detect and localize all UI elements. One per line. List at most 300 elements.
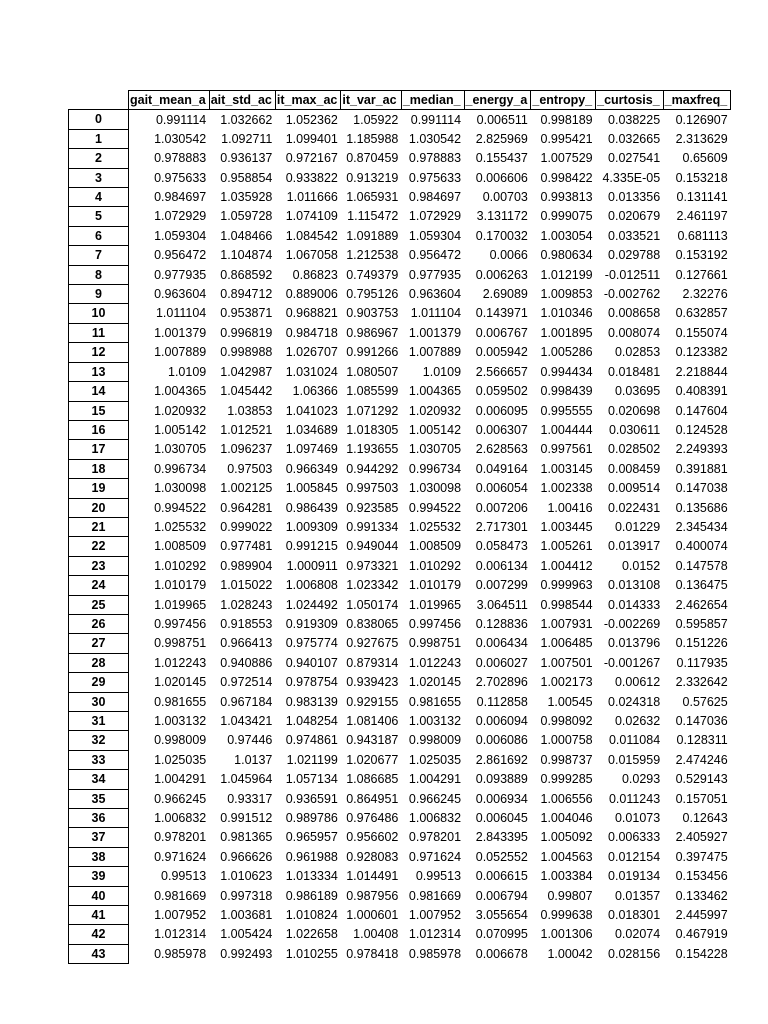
data-cell[interactable]: 0.153456 — [675, 869, 728, 884]
data-cell[interactable]: 2.32276 — [682, 287, 728, 302]
data-cell[interactable]: 0.400074 — [675, 539, 728, 554]
data-cell[interactable]: 0.012154 — [608, 849, 661, 864]
data-cell[interactable]: 0.032665 — [608, 131, 661, 146]
data-cell[interactable]: 1.005142 — [408, 422, 462, 437]
data-cell[interactable]: 2.462654 — [675, 597, 728, 612]
data-cell[interactable]: 1.052362 — [285, 112, 338, 127]
row-index-cell[interactable]: 27 — [69, 634, 129, 653]
data-cell[interactable]: 0.028502 — [608, 442, 661, 457]
data-cell[interactable]: 1.007501 — [540, 655, 593, 670]
data-cell[interactable]: 0.870459 — [346, 151, 399, 166]
data-cell[interactable]: 0.151226 — [675, 636, 728, 651]
data-cell[interactable]: 0.058473 — [475, 539, 528, 554]
data-cell[interactable]: 1.035928 — [220, 190, 273, 205]
data-cell[interactable]: 1.005142 — [154, 422, 207, 437]
data-cell[interactable]: 1.021199 — [286, 752, 338, 767]
data-cell[interactable]: 1.020932 — [154, 403, 207, 418]
row-index-cell[interactable]: 6 — [69, 226, 129, 245]
data-cell[interactable]: 4.335E-05 — [602, 170, 661, 185]
data-cell[interactable]: 0.991215 — [285, 539, 338, 554]
data-cell[interactable]: 0.998422 — [540, 170, 593, 185]
data-cell[interactable]: 1.007931 — [540, 616, 593, 631]
data-cell[interactable]: 0.936137 — [220, 151, 273, 166]
data-cell[interactable]: 1.193655 — [346, 442, 399, 457]
row-index-cell[interactable]: 29 — [69, 673, 129, 692]
data-cell[interactable]: 1.002173 — [540, 675, 593, 690]
data-cell[interactable]: 0.996734 — [408, 461, 462, 476]
data-cell[interactable]: 0.923585 — [346, 500, 399, 515]
data-cell[interactable]: 0.147038 — [675, 481, 728, 496]
data-cell[interactable]: 0.029788 — [608, 248, 661, 263]
data-cell[interactable]: 0.006027 — [475, 655, 528, 670]
data-cell[interactable]: 1.004444 — [540, 422, 593, 437]
data-cell[interactable]: 0.994522 — [408, 500, 462, 515]
data-cell[interactable]: 0.030611 — [608, 422, 661, 437]
data-cell[interactable]: 1.032662 — [220, 112, 273, 127]
data-cell[interactable]: 0.128311 — [676, 733, 728, 748]
data-cell[interactable]: 1.030542 — [408, 131, 462, 146]
data-cell[interactable]: 1.006556 — [540, 791, 593, 806]
data-cell[interactable]: 1.031024 — [285, 364, 338, 379]
data-cell[interactable]: 0.985978 — [408, 946, 462, 961]
data-cell[interactable]: 0.997561 — [540, 442, 593, 457]
data-cell[interactable]: 0.983139 — [285, 694, 338, 709]
data-cell[interactable]: 0.991266 — [346, 345, 399, 360]
data-cell[interactable]: 0.993813 — [540, 190, 593, 205]
data-cell[interactable]: 0.994522 — [154, 500, 207, 515]
data-cell[interactable]: 0.157051 — [675, 791, 728, 806]
data-cell[interactable]: 1.115472 — [347, 209, 399, 224]
data-cell[interactable]: 1.014491 — [346, 869, 399, 884]
data-cell[interactable]: 0.999022 — [220, 519, 273, 534]
data-cell[interactable]: 0.975633 — [154, 170, 207, 185]
row-index-cell[interactable]: 12 — [69, 343, 129, 362]
data-cell[interactable]: 1.05922 — [353, 112, 399, 127]
data-cell[interactable]: 0.147036 — [675, 714, 728, 728]
data-cell[interactable]: 0.022431 — [608, 500, 661, 515]
data-cell[interactable]: 1.048466 — [220, 228, 273, 243]
data-cell[interactable]: 1.003145 — [540, 461, 593, 476]
data-cell[interactable]: 1.03853 — [227, 403, 273, 418]
data-cell[interactable]: 1.019965 — [154, 597, 207, 612]
data-cell[interactable]: 1.010179 — [408, 578, 462, 593]
data-cell[interactable]: 0.028156 — [608, 946, 661, 961]
data-cell[interactable]: 1.00545 — [547, 694, 593, 709]
data-cell[interactable]: 0.008658 — [608, 306, 661, 321]
data-cell[interactable]: 0.038225 — [608, 112, 661, 127]
data-cell[interactable]: 0.007299 — [475, 578, 528, 593]
data-cell[interactable]: 0.999285 — [540, 772, 593, 787]
data-cell[interactable]: 0.995555 — [540, 403, 593, 418]
data-cell[interactable]: 1.004291 — [154, 772, 207, 787]
row-index-cell[interactable]: 18 — [69, 459, 129, 478]
data-cell[interactable]: 0.981365 — [220, 830, 273, 845]
data-cell[interactable]: 0.977935 — [408, 267, 462, 282]
data-cell[interactable]: 0.006794 — [475, 888, 528, 903]
data-cell[interactable]: 1.092711 — [221, 131, 273, 146]
data-cell[interactable]: 0.889006 — [285, 287, 338, 302]
data-cell[interactable]: 0.965957 — [285, 830, 338, 845]
data-cell[interactable]: 0.999075 — [540, 209, 593, 224]
data-cell[interactable]: 0.008459 — [608, 461, 661, 476]
data-cell[interactable]: 0.65609 — [682, 151, 728, 166]
data-cell[interactable]: 1.071292 — [346, 403, 399, 418]
data-cell[interactable]: 0.961988 — [285, 849, 338, 864]
data-cell[interactable]: 0.795126 — [346, 287, 399, 302]
data-cell[interactable]: 0.013796 — [608, 636, 661, 651]
row-index-cell[interactable]: 28 — [69, 653, 129, 672]
data-cell[interactable]: 0.006086 — [475, 733, 528, 748]
data-cell[interactable]: 3.064511 — [476, 597, 528, 612]
data-cell[interactable]: 0.956472 — [154, 248, 207, 263]
row-index-cell[interactable]: 10 — [69, 304, 129, 323]
data-cell[interactable]: 0.170032 — [475, 228, 528, 243]
data-cell[interactable]: 0.997318 — [220, 888, 273, 903]
row-index-cell[interactable]: 24 — [69, 576, 129, 595]
data-cell[interactable]: 1.065931 — [346, 190, 399, 205]
data-cell[interactable]: 1.024492 — [285, 597, 338, 612]
data-cell[interactable]: 1.0109 — [422, 364, 462, 379]
data-cell[interactable]: 0.007206 — [475, 500, 528, 515]
data-cell[interactable]: 1.003681 — [220, 908, 273, 923]
data-cell[interactable]: 0.971624 — [408, 849, 462, 864]
data-cell[interactable]: 0.391881 — [675, 461, 728, 476]
data-cell[interactable]: 0.153192 — [675, 248, 728, 263]
row-index-cell[interactable]: 31 — [69, 712, 129, 731]
data-cell[interactable]: 0.998737 — [540, 752, 593, 767]
data-cell[interactable]: 1.00416 — [547, 500, 593, 515]
data-cell[interactable]: 0.97503 — [227, 461, 273, 476]
data-cell[interactable]: 1.012314 — [408, 927, 462, 942]
data-cell[interactable]: 0.964281 — [220, 500, 273, 515]
data-cell[interactable]: 0.978754 — [285, 675, 338, 690]
data-cell[interactable]: 0.966245 — [154, 791, 207, 806]
column-header[interactable]: _maxfreq_ — [663, 91, 731, 110]
data-cell[interactable]: 1.030705 — [408, 442, 462, 457]
data-cell[interactable]: 1.012314 — [154, 927, 207, 942]
data-cell[interactable]: 1.004563 — [540, 849, 593, 864]
data-cell[interactable]: 0.006054 — [475, 481, 528, 496]
data-cell[interactable]: 0.681113 — [677, 228, 728, 243]
data-cell[interactable]: 0.632857 — [675, 306, 728, 321]
data-cell[interactable]: 2.332642 — [675, 675, 728, 690]
row-index-cell[interactable]: 43 — [69, 944, 129, 963]
data-cell[interactable]: 1.015022 — [220, 578, 273, 593]
data-cell[interactable]: 1.012243 — [408, 655, 462, 670]
data-cell[interactable]: 0.940886 — [220, 655, 273, 670]
data-cell[interactable]: 1.057134 — [285, 772, 338, 787]
data-cell[interactable]: 2.717301 — [475, 519, 528, 534]
data-cell[interactable]: 0.984697 — [154, 190, 207, 205]
data-cell[interactable]: 1.022658 — [285, 927, 338, 942]
data-cell[interactable]: 1.010824 — [285, 908, 338, 923]
column-header[interactable]: _energy_a — [464, 91, 531, 110]
data-cell[interactable]: 1.026707 — [285, 345, 338, 360]
data-cell[interactable]: 0.006434 — [475, 636, 528, 651]
data-cell[interactable]: 0.595857 — [675, 616, 728, 631]
data-cell[interactable]: 2.249393 — [675, 442, 728, 457]
data-cell[interactable]: 0.985978 — [154, 946, 207, 961]
data-cell[interactable]: 1.007889 — [408, 345, 462, 360]
row-index-cell[interactable]: 34 — [69, 770, 129, 789]
data-cell[interactable]: 1.072929 — [408, 209, 462, 224]
data-cell[interactable]: 0.155437 — [475, 151, 528, 166]
data-cell[interactable]: 2.861692 — [475, 752, 528, 767]
data-cell[interactable]: 1.020932 — [408, 403, 462, 418]
row-index-cell[interactable]: 13 — [69, 362, 129, 381]
data-cell[interactable]: 0.913219 — [346, 170, 399, 185]
data-cell[interactable]: 0.996819 — [220, 325, 273, 340]
data-cell[interactable]: 1.085599 — [346, 384, 399, 399]
data-cell[interactable]: 0.966349 — [285, 461, 338, 476]
data-cell[interactable]: 2.825969 — [475, 131, 528, 146]
data-cell[interactable]: 0.408391 — [675, 384, 728, 399]
data-cell[interactable]: 1.010346 — [540, 306, 593, 321]
data-cell[interactable]: 0.014333 — [608, 597, 661, 612]
data-cell[interactable]: 2.445997 — [675, 908, 728, 923]
data-cell[interactable]: 1.000758 — [540, 733, 593, 748]
data-cell[interactable]: 0.998544 — [540, 597, 593, 612]
data-cell[interactable]: 1.030098 — [408, 481, 462, 496]
data-cell[interactable]: 0.02074 — [614, 927, 661, 942]
data-cell[interactable]: 0.124528 — [675, 422, 728, 437]
column-header[interactable]: it_max_ac — [275, 91, 340, 110]
data-cell[interactable]: 0.006045 — [475, 811, 528, 826]
data-cell[interactable]: 0.963604 — [408, 287, 462, 302]
data-cell[interactable]: 0.972167 — [285, 151, 338, 166]
data-cell[interactable]: 0.998751 — [154, 636, 207, 651]
data-cell[interactable]: 0.918553 — [220, 616, 273, 631]
data-cell[interactable]: 0.070995 — [475, 927, 528, 942]
data-cell[interactable]: 0.006095 — [475, 403, 528, 418]
data-cell[interactable]: 0.015959 — [608, 752, 661, 767]
data-cell[interactable]: 0.978418 — [346, 946, 399, 961]
data-cell[interactable]: 0.013108 — [608, 578, 661, 593]
column-header[interactable]: gait_mean_a — [129, 91, 210, 110]
data-cell[interactable]: 2.628563 — [475, 442, 528, 457]
data-cell[interactable]: 2.313629 — [675, 131, 728, 146]
data-cell[interactable]: 1.185988 — [346, 131, 399, 146]
row-index-cell[interactable]: 23 — [69, 556, 129, 575]
data-cell[interactable]: 1.030542 — [154, 131, 207, 146]
data-cell[interactable]: 0.986967 — [346, 325, 399, 340]
row-index-cell[interactable]: 41 — [69, 906, 129, 925]
data-cell[interactable]: 0.975774 — [285, 636, 338, 651]
data-cell[interactable]: 0.013356 — [608, 190, 661, 205]
data-cell[interactable]: 0.971624 — [154, 849, 207, 864]
data-cell[interactable]: 0.974861 — [285, 733, 338, 748]
column-header[interactable]: ait_std_ac — [209, 91, 275, 110]
data-cell[interactable]: 0.006678 — [475, 946, 528, 961]
data-cell[interactable]: 0.992493 — [220, 946, 273, 961]
data-cell[interactable]: 1.005424 — [220, 927, 273, 942]
data-cell[interactable]: 0.980634 — [540, 248, 593, 263]
row-index-cell[interactable]: 32 — [69, 731, 129, 750]
data-cell[interactable]: 0.467919 — [675, 927, 728, 942]
data-cell[interactable]: 0.86823 — [292, 267, 338, 282]
row-index-cell[interactable]: 9 — [69, 285, 129, 304]
data-cell[interactable]: 1.034689 — [285, 422, 338, 437]
data-cell[interactable]: 0.093889 — [475, 772, 528, 787]
data-cell[interactable]: 0.99807 — [547, 888, 593, 903]
data-cell[interactable]: 1.028243 — [220, 597, 273, 612]
data-cell[interactable]: 0.006606 — [475, 170, 528, 185]
data-cell[interactable]: -0.001267 — [603, 655, 661, 670]
data-cell[interactable]: 0.024318 — [608, 694, 661, 709]
data-cell[interactable]: 1.072929 — [154, 209, 207, 224]
data-cell[interactable]: 1.030705 — [154, 442, 207, 457]
data-cell[interactable]: 0.154228 — [675, 946, 728, 961]
data-cell[interactable]: 1.000911 — [286, 558, 338, 573]
data-cell[interactable]: 1.010292 — [408, 558, 462, 573]
data-cell[interactable]: 1.019965 — [408, 597, 462, 612]
data-cell[interactable]: 1.005845 — [285, 481, 338, 496]
data-cell[interactable]: 0.57625 — [682, 694, 728, 709]
data-cell[interactable]: 0.02632 — [614, 714, 661, 728]
data-cell[interactable]: 0.868592 — [220, 267, 273, 282]
data-cell[interactable]: 0.999638 — [540, 908, 593, 923]
row-index-cell[interactable]: 30 — [69, 692, 129, 711]
row-index-cell[interactable]: 22 — [69, 537, 129, 556]
data-cell[interactable]: 1.020677 — [346, 752, 399, 767]
data-cell[interactable]: 0.133462 — [675, 888, 728, 903]
data-cell[interactable]: 1.050174 — [346, 597, 399, 612]
data-cell[interactable]: 0.009514 — [608, 481, 661, 496]
data-cell[interactable]: 1.003132 — [408, 714, 462, 728]
data-cell[interactable]: 1.06366 — [292, 384, 338, 399]
data-cell[interactable]: 0.397475 — [675, 849, 728, 864]
data-cell[interactable]: 1.080507 — [346, 364, 399, 379]
data-cell[interactable]: 0.936591 — [285, 791, 338, 806]
data-cell[interactable]: 1.096237 — [220, 442, 273, 457]
data-cell[interactable]: 0.929155 — [346, 694, 399, 709]
data-cell[interactable]: 1.012199 — [540, 267, 593, 282]
data-cell[interactable]: 0.998009 — [154, 733, 207, 748]
data-cell[interactable]: 0.529143 — [675, 772, 728, 787]
data-cell[interactable]: 0.943187 — [346, 733, 399, 748]
data-cell[interactable]: 0.977935 — [154, 267, 207, 282]
data-cell[interactable]: 0.019134 — [608, 869, 661, 884]
data-cell[interactable]: 0.93317 — [227, 791, 273, 806]
data-cell[interactable]: 1.011104 — [155, 306, 207, 321]
data-cell[interactable]: 0.006094 — [475, 714, 528, 728]
data-cell[interactable]: 1.006485 — [540, 636, 593, 651]
data-cell[interactable]: 0.994434 — [540, 364, 593, 379]
data-cell[interactable]: 0.981655 — [154, 694, 207, 709]
data-cell[interactable]: 0.956602 — [346, 830, 399, 845]
data-cell[interactable]: 0.976486 — [346, 811, 399, 826]
data-cell[interactable]: 1.008509 — [408, 539, 462, 554]
data-cell[interactable]: 0.953871 — [220, 306, 273, 321]
data-cell[interactable]: 0.02853 — [614, 345, 661, 360]
row-index-cell[interactable]: 20 — [69, 498, 129, 517]
data-cell[interactable]: 0.998988 — [220, 345, 273, 360]
data-cell[interactable]: 0.006307 — [475, 422, 528, 437]
data-cell[interactable]: 1.001306 — [540, 927, 593, 942]
data-cell[interactable]: 0.966245 — [408, 791, 462, 806]
data-cell[interactable]: 0.006263 — [475, 267, 528, 282]
data-cell[interactable]: 0.991334 — [346, 519, 399, 534]
data-cell[interactable]: 1.059304 — [154, 228, 207, 243]
row-index-cell[interactable]: 3 — [69, 168, 129, 187]
data-cell[interactable]: 0.986439 — [285, 500, 338, 515]
row-index-cell[interactable]: 16 — [69, 420, 129, 439]
data-cell[interactable]: 0.749379 — [346, 267, 399, 282]
row-index-cell[interactable]: 1 — [69, 129, 129, 148]
data-cell[interactable]: 1.004365 — [154, 384, 207, 399]
data-cell[interactable]: 0.978883 — [408, 151, 462, 166]
data-cell[interactable]: 0.978201 — [408, 830, 462, 845]
data-cell[interactable]: 1.091889 — [346, 228, 399, 243]
data-cell[interactable]: 0.99513 — [415, 869, 462, 884]
row-index-cell[interactable]: 21 — [69, 517, 129, 536]
data-cell[interactable]: 0.997456 — [408, 616, 462, 631]
data-cell[interactable]: -0.002269 — [603, 616, 661, 631]
data-cell[interactable]: 1.001379 — [154, 325, 207, 340]
data-cell[interactable]: 0.966626 — [220, 849, 273, 864]
data-cell[interactable]: -0.012511 — [604, 267, 661, 282]
data-cell[interactable]: 0.949044 — [346, 539, 399, 554]
data-cell[interactable]: 0.989786 — [285, 811, 338, 826]
data-cell[interactable]: 1.099401 — [285, 131, 338, 146]
data-cell[interactable]: 2.566657 — [475, 364, 528, 379]
data-cell[interactable]: 0.998189 — [540, 112, 593, 127]
data-cell[interactable]: 1.001379 — [408, 325, 462, 340]
data-cell[interactable]: 0.996734 — [154, 461, 207, 476]
data-cell[interactable]: 0.919309 — [285, 616, 338, 631]
data-cell[interactable]: 0.00703 — [482, 190, 528, 205]
data-cell[interactable]: 1.000601 — [346, 908, 399, 923]
data-cell[interactable]: 0.147604 — [675, 403, 728, 418]
data-cell[interactable]: 1.003384 — [540, 869, 593, 884]
row-index-cell[interactable]: 37 — [69, 828, 129, 847]
data-cell[interactable]: 1.003132 — [154, 714, 207, 728]
data-cell[interactable]: 1.002125 — [220, 481, 273, 496]
data-cell[interactable]: 1.005286 — [540, 345, 593, 360]
data-cell[interactable]: 1.212538 — [346, 248, 399, 263]
data-cell[interactable]: 1.00408 — [353, 927, 399, 942]
data-cell[interactable]: 0.981669 — [154, 888, 207, 903]
data-cell[interactable]: 0.940107 — [285, 655, 338, 670]
data-cell[interactable]: 0.894712 — [220, 287, 273, 302]
data-cell[interactable]: 0.008074 — [608, 325, 661, 340]
data-cell[interactable]: 0.126907 — [675, 112, 728, 127]
data-cell[interactable]: 0.939423 — [346, 675, 399, 690]
data-cell[interactable]: 0.981655 — [408, 694, 462, 709]
data-cell[interactable]: 0.838065 — [346, 616, 399, 631]
data-cell[interactable]: 0.998751 — [408, 636, 462, 651]
column-header[interactable]: _entropy_ — [531, 91, 596, 110]
data-cell[interactable]: 0.998009 — [408, 733, 462, 748]
data-cell[interactable]: 0.879314 — [346, 655, 399, 670]
row-index-cell[interactable]: 19 — [69, 479, 129, 498]
data-cell[interactable]: 0.864951 — [346, 791, 399, 806]
data-cell[interactable]: 0.963604 — [154, 287, 207, 302]
data-cell[interactable]: 1.0137 — [234, 752, 273, 767]
data-cell[interactable]: 1.084542 — [285, 228, 338, 243]
data-cell[interactable]: 0.975633 — [408, 170, 462, 185]
data-cell[interactable]: 1.011666 — [286, 190, 338, 205]
data-cell[interactable]: 0.128836 — [475, 616, 528, 631]
row-index-cell[interactable]: 5 — [69, 207, 129, 226]
data-cell[interactable]: 1.007952 — [408, 908, 462, 923]
data-cell[interactable]: 1.010179 — [154, 578, 207, 593]
data-cell[interactable]: 0.987956 — [346, 888, 399, 903]
data-cell[interactable]: 0.984697 — [408, 190, 462, 205]
data-cell[interactable]: 0.944292 — [346, 461, 399, 476]
data-cell[interactable]: 2.405927 — [675, 830, 728, 845]
data-cell[interactable]: 0.998439 — [540, 384, 593, 399]
